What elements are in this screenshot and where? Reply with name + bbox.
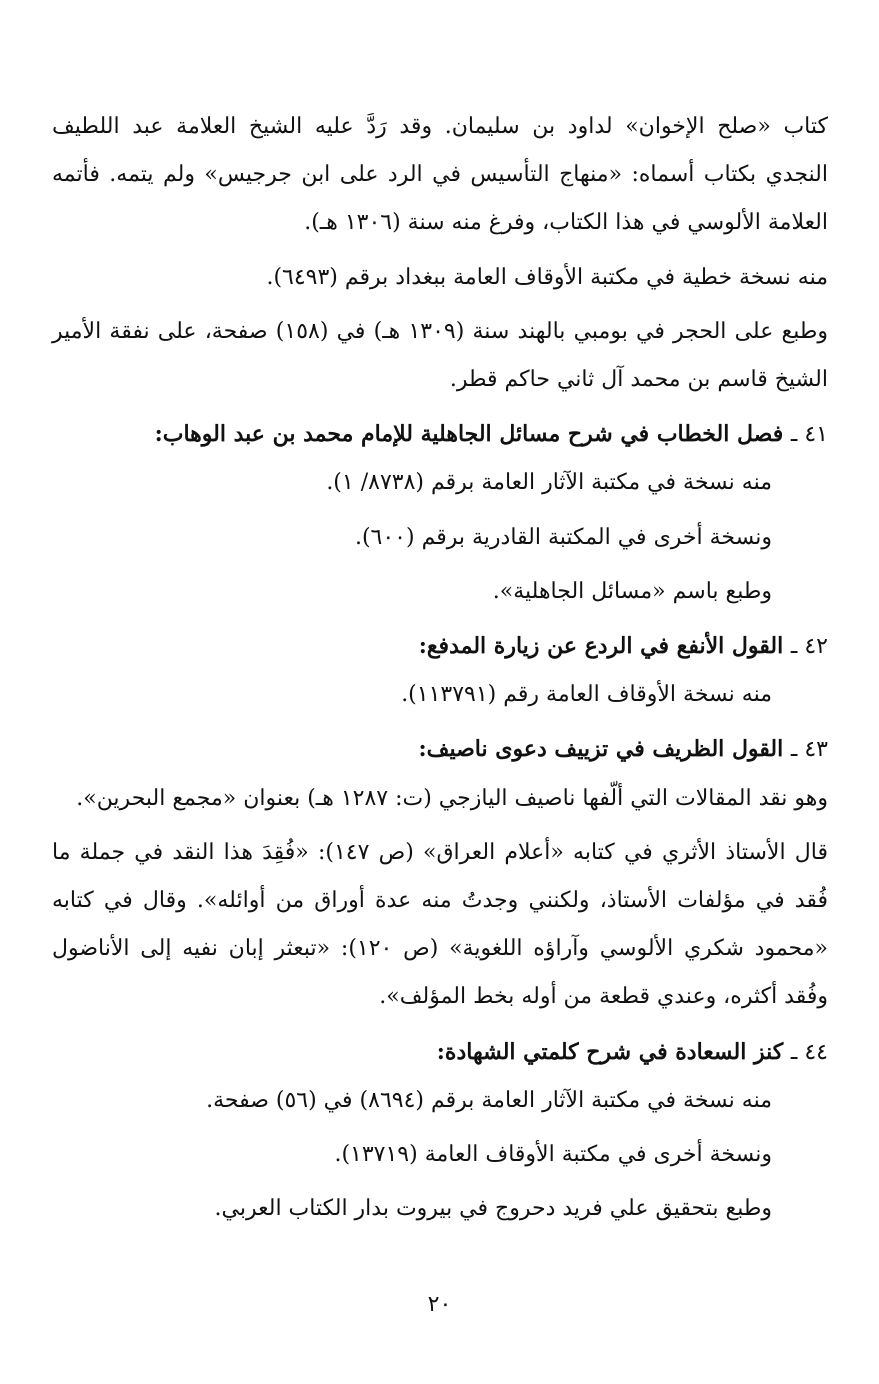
entry-44-line: منه نسخة في مكتبة الآثار العامة برقم (٨٦٩٤) في (٥٦) صفحة. [206,1087,772,1113]
entry-44-heading [52,1028,828,1077]
entry-41-line: منه نسخة في مكتبة الآثار العامة برقم (٨٧٣٨/ ١). [326,470,772,496]
entry-title: القول الظريف في تزييف دعوى ناصيف: [418,736,784,763]
entry-42-line: منه نسخة الأوقاف العامة رقم (١١٣٧٩١). [401,682,772,708]
entry-number: ٤٢ ـ [790,634,828,660]
entry-title: فصل الخطاب في شرح مسائل الجاهلية للإمام محمد بن عبد الوهاب: [154,421,784,448]
entry-43-paragraph: قال الأستاذ الأثري في كتابه «أعلام العراق» (ص ١٤٧): «فُقِدَ هذا النقد في جملة ما فُقد في مؤلفات الأستاذ، ولكنني وجدتُ منه عدة أوراق من أوائله». وقال في كتابه «محمود شكري الألوسي وآراؤه اللغوية» (ص ١٢٠): «تبعثر إبان نفيه إلى الأناضول وفُقد أكثره، وعندي قطعة من أوله بخط المؤلف». [52,839,828,1010]
entry-44-line: ونسخة أخرى في مكتبة الأوقاف العامة (١٣٧١٩). [334,1142,772,1168]
entry-43-line: وهو نقد المقالات التي ألّفها ناصيف اليازجي (ت: ١٢٨٧ هـ) بعنوان «مجمع البحرين». [76,785,828,811]
paragraph-manuscript: منه نسخة خطية في مكتبة الأوقاف العامة ببغداد برقم (٦٤٩٣). [266,264,828,290]
entry-title: القول الأنفع في الردع عن زيارة المدفع: [418,633,784,660]
paragraph-printing: وطبع على الحجر في بومبي بالهند سنة (١٣٠٩ هـ) في (١٥٨) صفحة، على نفقة الأمير الشيخ قاسم بن محمد آل ثاني حاكم قطر. [52,318,828,393]
entry-number: ٤٤ ـ [790,1039,828,1065]
entry-41-heading [52,410,828,459]
entry-title: كنز السعادة في شرح كلمتي الشهادة: [436,1038,784,1065]
entry-44-line: وطبع بتحقيق علي فريد دحروج في بيروت بدار الكتاب العربي. [214,1196,772,1222]
page-number: ٢٠ [427,1292,452,1317]
entry-41-line: وطبع باسم «مسائل الجاهلية». [492,578,772,604]
entry-number: ٤١ ـ [790,422,828,448]
entry-42-heading [52,622,828,671]
page-body [52,103,828,1233]
entry-43-heading [52,725,828,774]
entry-41-line: ونسخة أخرى في المكتبة القادرية برقم (٦٠٠). [354,524,772,550]
entry-number: ٤٣ ـ [790,737,828,763]
paragraph-continuation: كتاب «صلح الإخوان» لداود بن سليمان. وقد رَدَّ عليه الشيخ العلامة عبد اللطيف النجدي بكتاب أسماه: «منهاج التأسيس في الرد على ابن جرجيس» ولم يتمه. فأتمه العلامة الألوسي في هذا الكتاب، وفرغ منه سنة (١٣٠٦ هـ). [52,114,828,236]
